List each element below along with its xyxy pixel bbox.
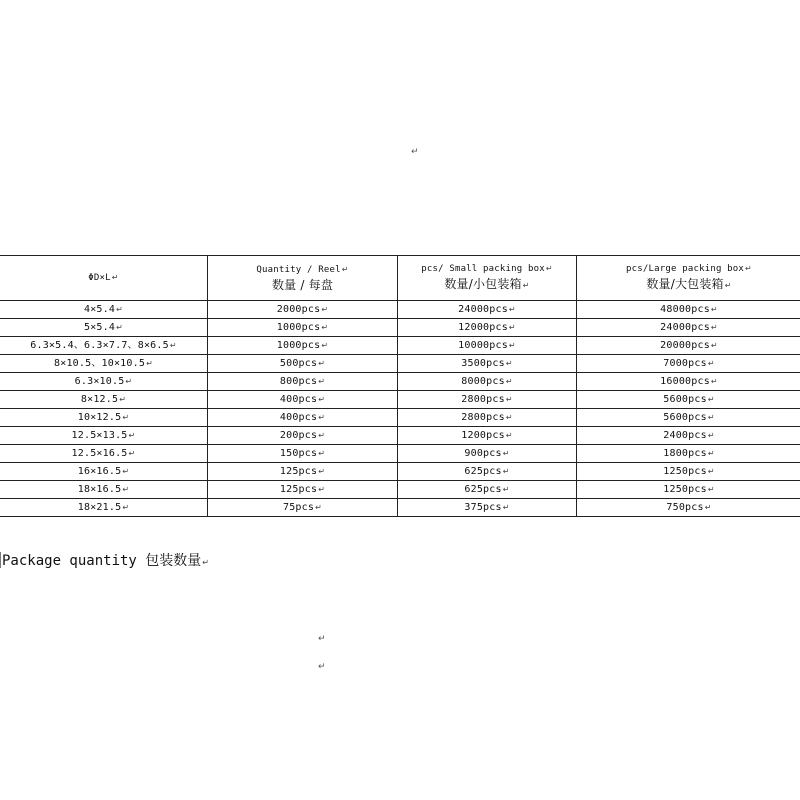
cell-mark: ↵: [318, 431, 326, 440]
header-large-box-cn: 数量/大包装箱: [646, 277, 724, 291]
cell-mark: ↵: [707, 431, 715, 440]
cell-dimension: [0, 409, 208, 427]
cell-text: 1250pcs: [663, 466, 707, 477]
cell-text: 10000pcs: [458, 340, 508, 351]
cell-mark: ↵: [318, 377, 326, 386]
header-quantity-reel: [208, 256, 398, 301]
cell-per-reel: [208, 427, 398, 445]
cell-text: 125pcs: [279, 466, 318, 477]
table-row: [0, 499, 800, 517]
cell-mark: ↵: [502, 485, 510, 494]
cell-small-box: [398, 301, 577, 319]
cell-text: 8×10.5、10×10.5: [54, 358, 146, 369]
cell-mark: ↵: [502, 467, 510, 476]
cell-text: 12000pcs: [458, 322, 508, 333]
cell-dimension: [0, 481, 208, 499]
cell-mark: ↵: [122, 503, 130, 512]
cell-text: 625pcs: [464, 484, 502, 495]
cell-per-reel: [208, 301, 398, 319]
cell-text: 2800pcs: [461, 412, 505, 423]
cell-text: 16000pcs: [660, 376, 710, 387]
cell-small-box: [398, 481, 577, 499]
cell-text: 48000pcs: [660, 304, 710, 315]
cell-mark: ↵: [505, 431, 513, 440]
cell-text: 75pcs: [282, 502, 315, 513]
cell-mark: ↵: [707, 413, 715, 422]
cell-dimension: [0, 319, 208, 337]
cell-text: 24000pcs: [660, 322, 710, 333]
cell-per-reel: [208, 481, 398, 499]
table-row: [0, 355, 800, 373]
table-row: [0, 427, 800, 445]
cell-text: 200pcs: [279, 430, 318, 441]
table-caption: [0, 550, 209, 570]
cell-mark: ↵: [318, 359, 326, 368]
cell-text: 150pcs: [279, 448, 318, 459]
cell-per-reel: [208, 445, 398, 463]
cell-mark: ↵: [502, 503, 510, 512]
cell-dimension: [0, 391, 208, 409]
cell-mark: ↵: [146, 359, 153, 368]
cell-text: 8×12.5: [80, 394, 119, 405]
cell-small-box: [398, 445, 577, 463]
table-row: [0, 319, 800, 337]
cell-large-box: [577, 481, 800, 499]
cell-mark: ↵: [122, 413, 130, 422]
table-row: [0, 463, 800, 481]
cell-mark: ↵: [710, 341, 718, 350]
cell-mark: ↵: [315, 503, 322, 512]
cell-mark: ↵: [522, 281, 530, 290]
cell-mark: ↵: [122, 467, 130, 476]
cell-mark: ↵: [341, 265, 349, 274]
header-small-box-en: pcs/ Small packing box: [421, 264, 545, 274]
cell-small-box: [398, 391, 577, 409]
cell-mark: ↵: [724, 281, 732, 290]
cell-text: 5×5.4: [83, 322, 116, 333]
cell-mark: ↵: [128, 431, 136, 440]
table-header-row: [0, 256, 800, 301]
cell-mark: ↵: [318, 413, 326, 422]
cell-large-box: [577, 319, 800, 337]
cell-mark: ↵: [710, 323, 718, 332]
cell-text: 18×16.5: [77, 484, 122, 495]
cell-mark: ↵: [169, 341, 177, 350]
cell-large-box: [577, 463, 800, 481]
cell-small-box: [398, 337, 577, 355]
cell-large-box: [577, 445, 800, 463]
cell-mark: ↵: [318, 395, 326, 404]
cell-small-box: [398, 499, 577, 517]
cell-text: 500pcs: [279, 358, 318, 369]
cell-per-reel: [208, 355, 398, 373]
cell-mark: ↵: [502, 449, 510, 458]
cell-text: 20000pcs: [660, 340, 710, 351]
cell-mark: ↵: [508, 323, 516, 332]
cell-dimension: [0, 445, 208, 463]
cell-mark: ↵: [710, 305, 718, 314]
cell-mark: ↵: [505, 413, 513, 422]
cell-small-box: [398, 355, 577, 373]
cell-small-box: [398, 409, 577, 427]
cell-dimension: [0, 463, 208, 481]
cell-per-reel: [208, 319, 398, 337]
cell-mark: ↵: [545, 264, 553, 273]
header-dimension-label: ΦD×L: [88, 273, 111, 283]
cell-mark: ↵: [508, 305, 516, 314]
cell-per-reel: [208, 463, 398, 481]
cell-text: 3500pcs: [461, 358, 505, 369]
cell-mark: ↵: [125, 377, 133, 386]
cell-text: 5600pcs: [663, 412, 707, 423]
cell-text: 6.3×5.4、6.3×7.7、8×6.5: [30, 340, 169, 351]
cell-text: 7000pcs: [663, 358, 707, 369]
cell-text: 750pcs: [666, 502, 704, 513]
cell-dimension: [0, 301, 208, 319]
cell-small-box: [398, 463, 577, 481]
table-row: [0, 391, 800, 409]
cell-small-box: [398, 427, 577, 445]
table-row: [0, 373, 800, 391]
cell-mark: ↵: [318, 467, 326, 476]
cell-mark: ↵: [505, 359, 513, 368]
cell-small-box: [398, 373, 577, 391]
cell-dimension: [0, 355, 208, 373]
cell-dimension: [0, 337, 208, 355]
cell-large-box: [577, 427, 800, 445]
table-row: [0, 481, 800, 499]
cell-text: 400pcs: [279, 394, 318, 405]
cell-mark: ↵: [128, 449, 136, 458]
cell-text: 2400pcs: [663, 430, 707, 441]
cell-mark: ↵: [321, 305, 329, 314]
caption-mark: ↵: [202, 558, 209, 567]
cell-large-box: [577, 409, 800, 427]
cell-dimension: [0, 373, 208, 391]
table-row: [0, 409, 800, 427]
cell-large-box: [577, 391, 800, 409]
cell-per-reel: [208, 391, 398, 409]
cell-text: 12.5×16.5: [71, 448, 128, 459]
package-quantity-table: [0, 255, 800, 517]
header-small-box-cn: 数量/小包装箱: [444, 277, 522, 291]
cell-text: 400pcs: [279, 412, 318, 423]
cell-per-reel: [208, 337, 398, 355]
cell-text: 16×16.5: [77, 466, 122, 477]
cell-mark: ↵: [321, 341, 329, 350]
cell-text: 12.5×13.5: [71, 430, 128, 441]
cell-mark: ↵: [707, 395, 715, 404]
cell-per-reel: [208, 373, 398, 391]
cell-text: 18×21.5: [77, 502, 122, 513]
cell-large-box: [577, 337, 800, 355]
cell-text: 1250pcs: [663, 484, 707, 495]
cell-text: 2800pcs: [461, 394, 505, 405]
cell-mark: ↵: [704, 503, 712, 512]
header-small-box: [398, 256, 577, 301]
cell-text: 8000pcs: [461, 376, 505, 387]
cell-mark: ↵: [318, 449, 326, 458]
cell-text: 625pcs: [464, 466, 502, 477]
cell-mark: ↵: [707, 485, 715, 494]
table-row: [0, 445, 800, 463]
cell-large-box: [577, 373, 800, 391]
header-large-box: [577, 256, 800, 301]
cell-mark: ↵: [321, 323, 329, 332]
cell-large-box: [577, 355, 800, 373]
cell-text: 4×5.4: [83, 304, 116, 315]
cell-per-reel: [208, 499, 398, 517]
cell-text: 800pcs: [279, 376, 318, 387]
cell-text: 125pcs: [279, 484, 318, 495]
cell-large-box: [577, 301, 800, 319]
cell-text: 1800pcs: [663, 448, 707, 459]
cell-text: 6.3×10.5: [74, 376, 125, 387]
cell-mark: ↵: [707, 467, 715, 476]
caption-text: Package quantity 包装数量: [2, 553, 202, 569]
cell-mark: ↵: [707, 449, 715, 458]
cell-mark: ↵: [508, 341, 516, 350]
cell-text: 1000pcs: [276, 322, 321, 333]
cell-dimension: [0, 499, 208, 517]
cell-dimension: [0, 427, 208, 445]
cell-mark: ↵: [116, 323, 123, 332]
cell-mark: ↵: [111, 273, 119, 282]
paragraph-mark: ↵: [318, 634, 326, 644]
cell-text: 1200pcs: [461, 430, 505, 441]
cell-text: 2000pcs: [276, 304, 321, 315]
cell-per-reel: [208, 409, 398, 427]
paragraph-mark: ↵: [411, 147, 419, 157]
text-cursor: [0, 552, 1, 568]
table-row: [0, 337, 800, 355]
table-row: [0, 301, 800, 319]
cell-mark: ↵: [505, 377, 513, 386]
cell-small-box: [398, 319, 577, 337]
cell-text: 1000pcs: [276, 340, 321, 351]
header-dimension: [0, 256, 208, 301]
cell-text: 24000pcs: [458, 304, 508, 315]
cell-mark: ↵: [707, 359, 715, 368]
cell-large-box: [577, 499, 800, 517]
header-quantity-reel-en: Quantity / Reel: [256, 265, 341, 275]
cell-mark: ↵: [505, 395, 513, 404]
cell-text: 375pcs: [464, 502, 502, 513]
cell-mark: ↵: [318, 485, 326, 494]
cell-mark: ↵: [745, 264, 752, 273]
cell-text: 5600pcs: [663, 394, 707, 405]
cell-mark: ↵: [122, 485, 130, 494]
cell-mark: ↵: [119, 395, 127, 404]
cell-text: 900pcs: [464, 448, 502, 459]
paragraph-mark: ↵: [318, 662, 326, 672]
header-quantity-reel-cn: 数量 / 每盘: [271, 278, 334, 292]
cell-mark: ↵: [116, 305, 123, 314]
cell-mark: ↵: [710, 377, 718, 386]
header-large-box-en: pcs/Large packing box: [626, 264, 745, 274]
cell-text: 10×12.5: [77, 412, 122, 423]
